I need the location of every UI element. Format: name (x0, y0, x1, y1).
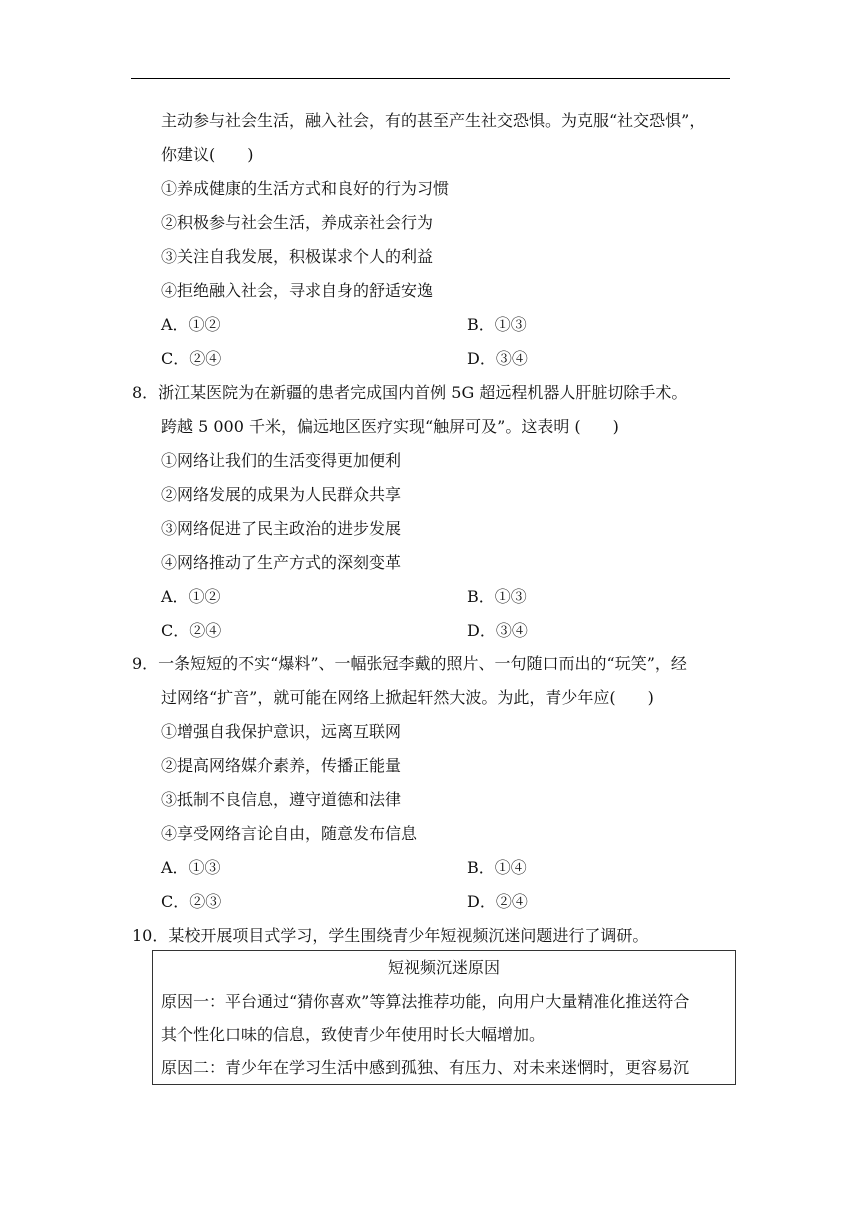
q10-reason1-line1: 原因一：平台通过“猜你喜欢”等算法推荐功能，向用户大量精准化推送符合 (161, 992, 690, 1011)
q8-statement-3: ③网络促进了民主政治的进步发展 (161, 519, 402, 538)
q7-statement-3: ③关注自我发展，积极谋求个人的利益 (161, 247, 434, 266)
q10-material-box (152, 950, 736, 1085)
q9-option-d: D．②④ (467, 892, 528, 911)
q10-stem: 10．某校开展项目式学习，学生围绕青少年短视频沉迷问题进行了调研。 (132, 926, 649, 945)
q7-option-b: B．①③ (467, 315, 527, 334)
q8-option-b: B．①③ (467, 587, 527, 606)
q9-option-a: A．①③ (161, 858, 221, 877)
q8-option-c: C．②④ (161, 621, 222, 640)
q9-statement-3: ③抵制不良信息，遵守道德和法律 (161, 790, 402, 809)
q9-stem-line2: 过网络“扩音”，就可能在网络上掀起轩然大波。为此，青少年应( ) (161, 688, 654, 707)
q7-option-c: C．②④ (161, 349, 222, 368)
header-rule (131, 78, 730, 79)
q7-option-d: D．③④ (467, 349, 528, 368)
q9-statement-2: ②提高网络媒介素养，传播正能量 (161, 756, 402, 775)
q8-option-d: D．③④ (467, 621, 528, 640)
q10-reason1-line2: 其个性化口味的信息，致使青少年使用时长大幅增加。 (161, 1025, 546, 1044)
q7-statement-1: ①养成健康的生活方式和良好的行为习惯 (161, 179, 450, 198)
q7-statement-4: ④拒绝融入社会，寻求自身的舒适安逸 (161, 281, 434, 300)
q9-stem-line1: 9．一条短短的不实“爆料”、一幅张冠李戴的照片、一句随口而出的“玩笑”，经 (132, 654, 687, 673)
q9-statement-4: ④享受网络言论自由，随意发布信息 (161, 824, 418, 843)
q8-option-a: A．①② (161, 587, 221, 606)
q9-statement-1: ①增强自我保护意识，远离互联网 (161, 722, 402, 741)
q10-box-title: 短视频沉迷原因 (387, 958, 500, 977)
q8-statement-4: ④网络推动了生产方式的深刻变革 (161, 553, 402, 572)
q10-reason2-line1: 原因二：青少年在学习生活中感到孤独、有压力、对未来迷惘时，更容易沉 (161, 1058, 690, 1077)
q7-stem-line1: 主动参与社会生活，融入社会，有的甚至产生社交恐惧。为克服“社交恐惧”， (161, 111, 706, 130)
q8-stem-line1: 8．浙江某医院为在新疆的患者完成国内首例 5G 超远程机器人肝脏切除手术。 (132, 383, 688, 402)
q7-statement-2: ②积极参与社会生活，养成亲社会行为 (161, 213, 434, 232)
q9-option-b: B．①④ (467, 858, 527, 877)
q9-option-c: C．②③ (161, 892, 222, 911)
q8-statement-1: ①网络让我们的生活变得更加便利 (161, 451, 402, 470)
q8-statement-2: ②网络发展的成果为人民群众共享 (161, 485, 402, 504)
q7-option-a: A．①② (161, 315, 221, 334)
q7-stem-line2: 你建议( ) (161, 145, 254, 164)
q8-stem-line2: 跨越 5 000 千米，偏远地区医疗实现“触屏可及”。这表明 ( ) (161, 417, 619, 436)
